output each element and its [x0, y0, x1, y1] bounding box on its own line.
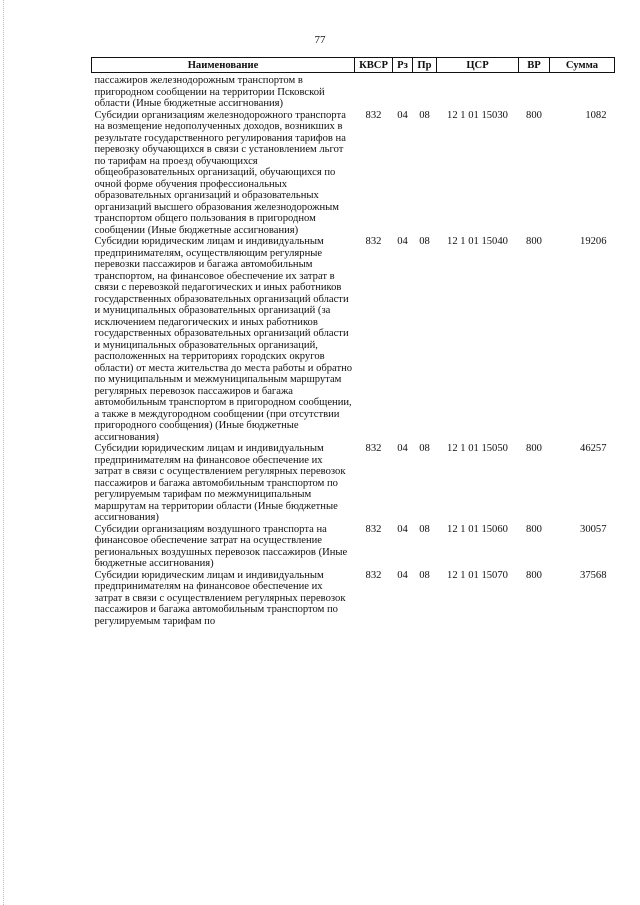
row-name: Субсидии организациям воздушного транспорта на финансовое обеспечение затрат на осуществление региональных воздушных перевозок пассажиров (Иные бюджетные ассигнования) — [94, 523, 348, 569]
table-row — [92, 570, 615, 628]
header-rz: Рз — [393, 58, 413, 73]
row-csr — [437, 73, 519, 110]
row-csr: 12 1 01 15050 — [447, 443, 508, 454]
row-vr: 800 — [526, 443, 542, 454]
row-pr — [413, 73, 437, 110]
table-header — [92, 58, 615, 73]
row-name: Субсидии юридическим лицам и индивидуальным предпринимателям на финансовое обеспечение их затрат в связи с осуществлением регулярных перевозок пассажиров и багажа автомобильным транспортом по регулируемым тарифам по межмуниципальным маршрутам на территории области (Иные бюджетные ассигнования) — [94, 443, 346, 523]
table-row — [92, 73, 615, 110]
row-csr: 12 1 01 15060 — [447, 523, 508, 535]
row-csr: 12 1 01 15030 — [447, 109, 508, 121]
header-sum: Сумма — [550, 58, 615, 73]
row-rz: 04 — [397, 569, 408, 581]
row-name: Субсидии юридическим лицам и индивидуальным предпринимателям на финансовое обеспечение их затрат в связи с осуществлением регулярных перевозок пассажиров и багажа автомобильным транспортом по регулируемым тарифам по — [94, 569, 346, 627]
row-pr: 08 — [419, 443, 430, 454]
row-rz: 04 — [397, 523, 408, 535]
row-rz: 04 — [397, 109, 408, 121]
row-kvsr: 832 — [365, 109, 382, 121]
row-pr: 08 — [419, 109, 430, 121]
row-sum — [550, 73, 615, 110]
table-row — [92, 443, 615, 524]
row-name: пассажиров железнодорожным транспортом в пригородном сообщении на территории Псковской области (Иные бюджетные ассигнования) — [94, 75, 325, 109]
row-vr: 800 — [526, 523, 542, 535]
header-pr: Пр — [413, 58, 437, 73]
budget-table — [91, 57, 615, 627]
row-sum: 30057 — [580, 523, 607, 535]
header-kvsr: КВСР — [355, 58, 393, 73]
row-csr: 12 1 01 15070 — [447, 569, 508, 581]
row-kvsr: 832 — [365, 523, 382, 535]
row-kvsr: 832 — [365, 443, 382, 454]
row-kvsr: 832 — [365, 569, 382, 581]
row-pr: 08 — [419, 236, 430, 247]
row-pr: 08 — [419, 523, 430, 535]
header-name: Наименование — [92, 58, 355, 73]
row-sum: 19206 — [580, 236, 607, 247]
row-kvsr — [355, 73, 393, 110]
header-csr: ЦСР — [437, 58, 519, 73]
row-sum: 37568 — [580, 569, 607, 581]
row-vr: 800 — [526, 109, 542, 121]
page-number: 77 — [314, 34, 326, 46]
row-name: Субсидии юридическим лицам и индивидуальным предпринимателям, осуществляющим регулярные перевозки пассажиров и багажа автомобильным транспортом, на финансовое обеспечение их затрат в связи с перевозкой педагогических и иных работников государственных образовательных организаций области и муниципальных образовательных организаций (за исключением педагогических и иных работников государственных образовательных организаций области и муниципальных образовательных организаций, расположенных на территориях городских округов области) от места жительства до места работы и обратно по муниципальным и межмуниципальным маршрутам регулярных перевозок пассажиров и багажа автомобильным транспортом в пригородном сообщении, а также в междугородном сообщении (при отсутствии пригородного сообщения) (Иные бюджетные ассигнования) — [94, 236, 353, 443]
row-rz: 04 — [397, 443, 408, 454]
table-row — [92, 110, 615, 237]
table-row — [92, 524, 615, 570]
row-csr: 12 1 01 15040 — [447, 236, 508, 247]
row-kvsr: 832 — [365, 236, 382, 247]
row-rz — [393, 73, 413, 110]
header-vr: ВР — [519, 58, 550, 73]
row-pr: 08 — [419, 569, 430, 581]
scan-edge-line — [3, 0, 4, 905]
row-vr: 800 — [526, 569, 542, 581]
table-row — [92, 236, 615, 443]
row-sum: 46257 — [580, 443, 607, 454]
row-vr — [519, 73, 550, 110]
row-rz: 04 — [397, 236, 408, 247]
row-sum: 1082 — [585, 109, 607, 121]
row-vr: 800 — [526, 236, 542, 247]
row-name: Субсидии организациям железнодорожного транспорта на возмещение недополученных доходов, возникших в результате государственного регулирования тарифов на перевозку обучающихся в связи с установлением льгот по тарифам на проезд обучающихся общеобразовательных организаций, обучающихся по очной форме обучения профессиональных образовательных организаций и образовательных организаций высшего образования железнодорожным транспортом общего пользования в пригородном сообщении (Иные бюджетные ассигнования) — [94, 109, 346, 236]
